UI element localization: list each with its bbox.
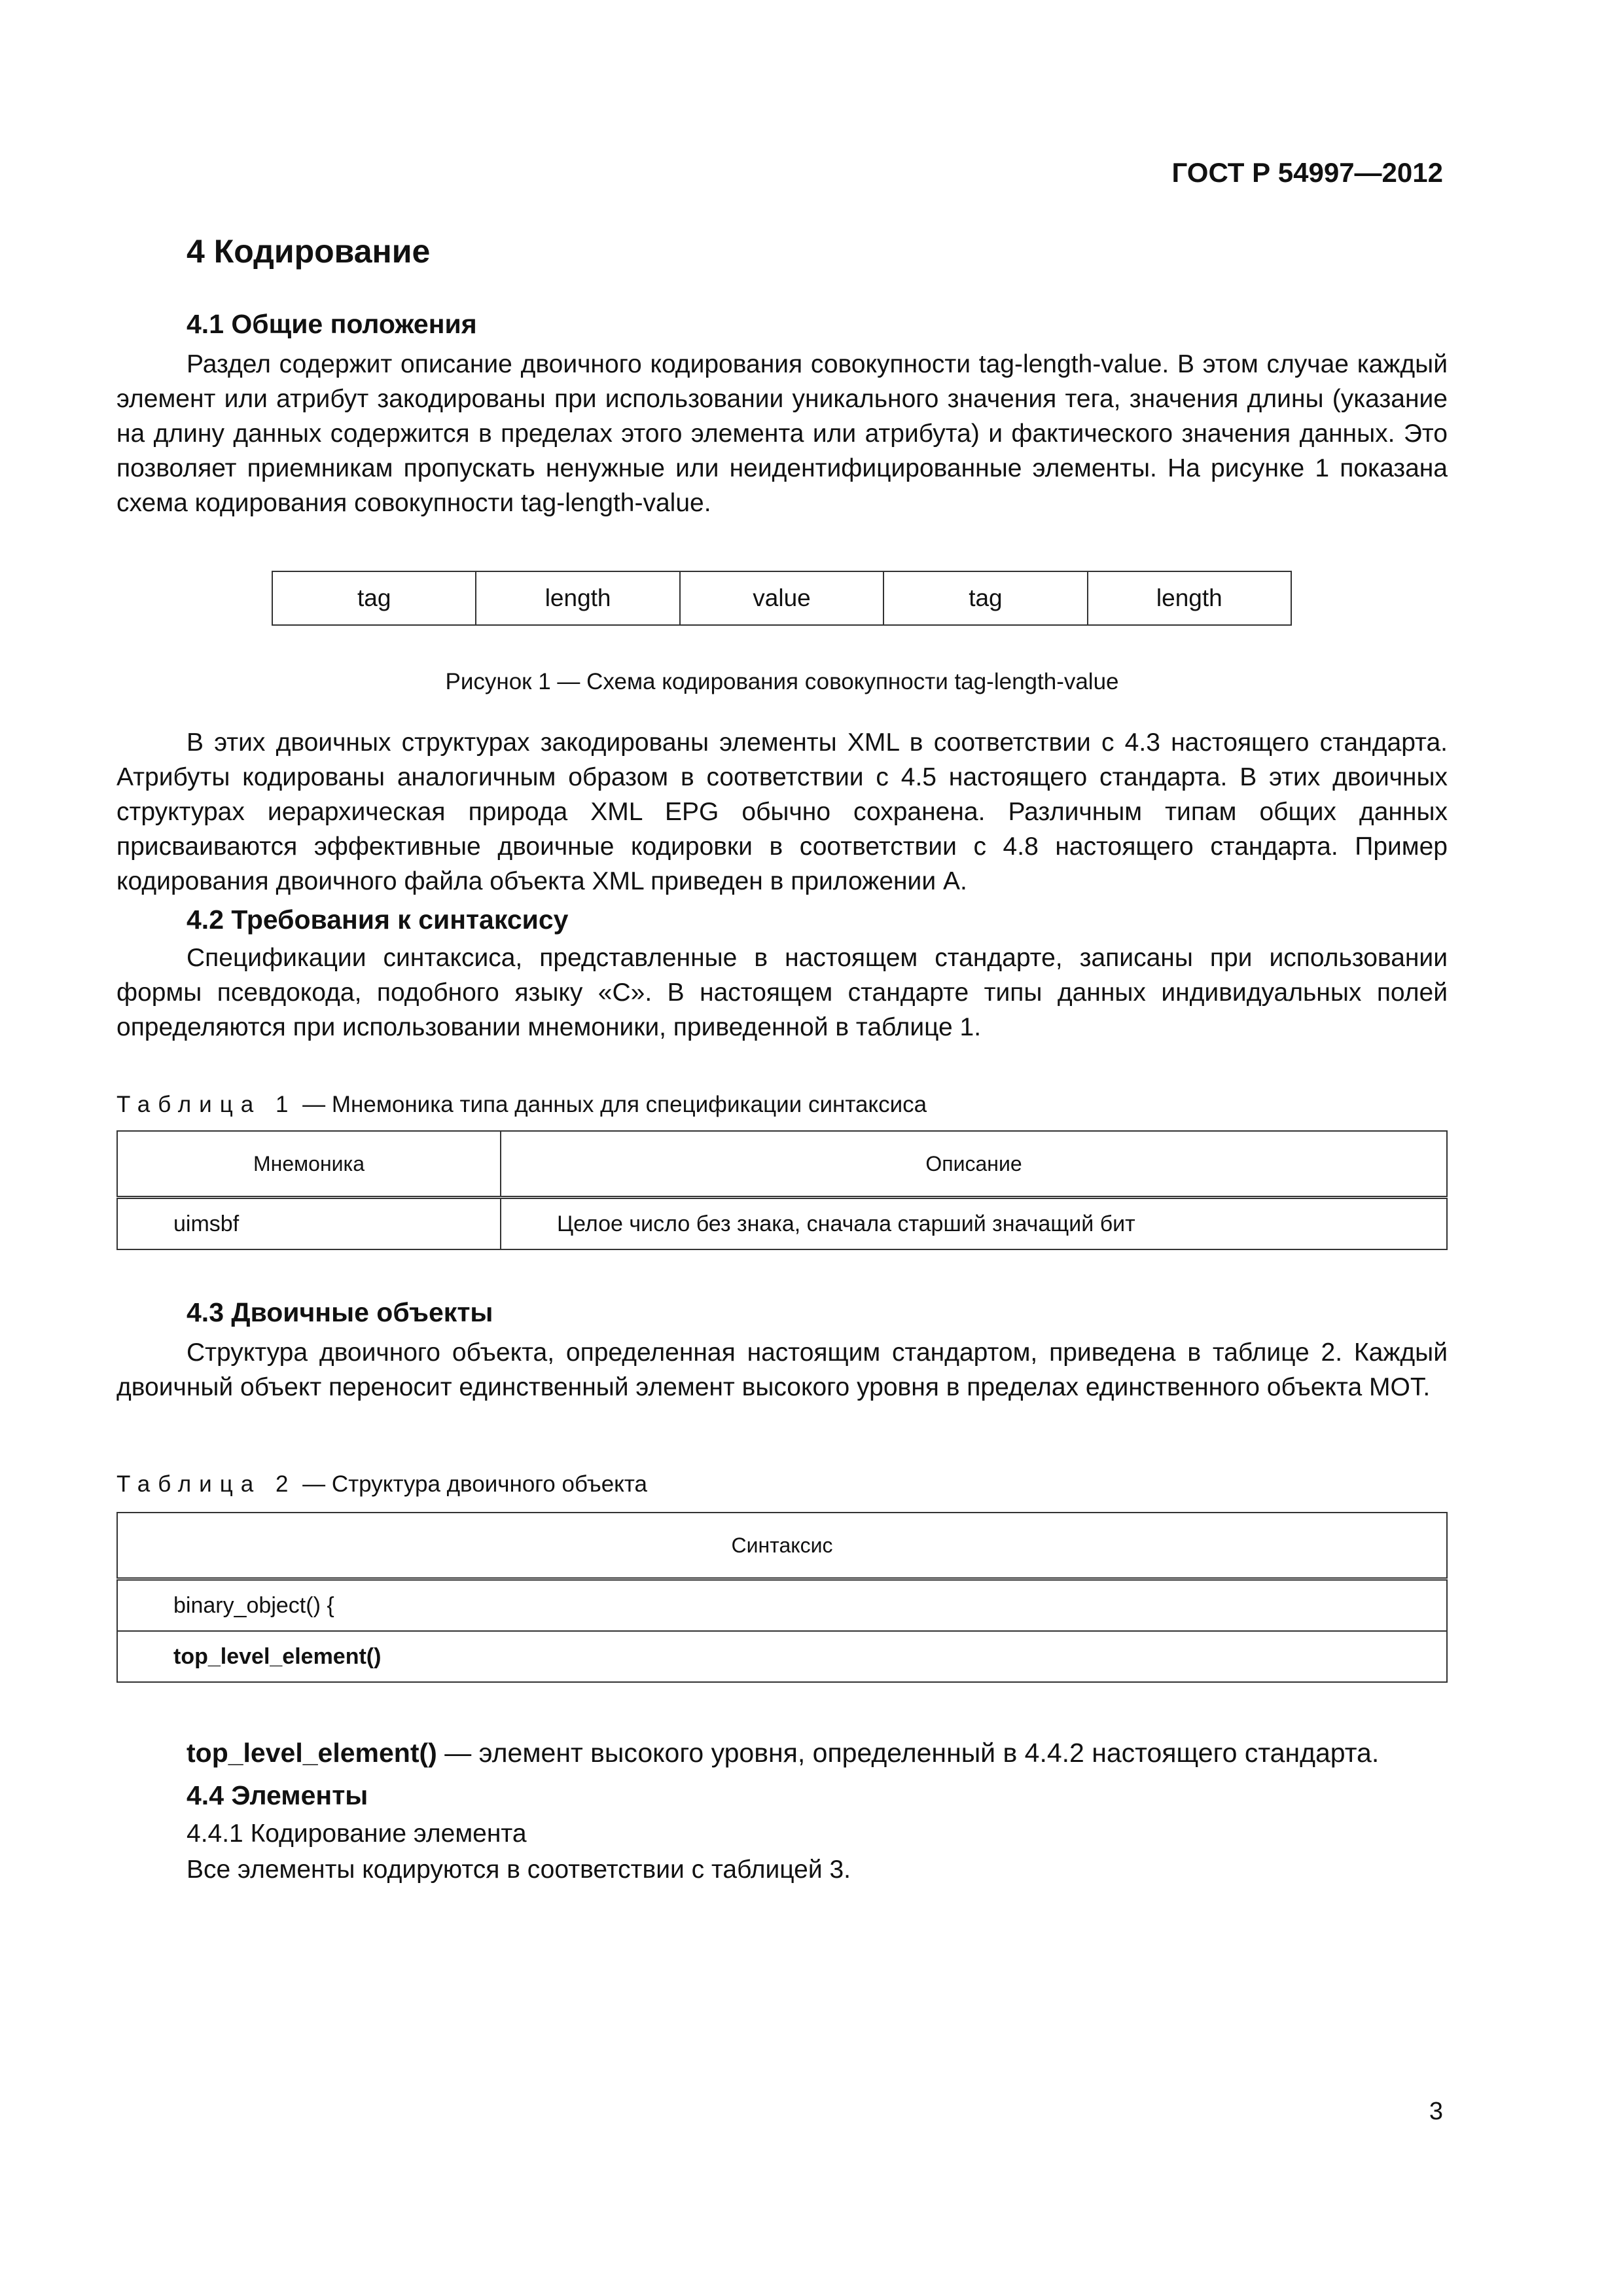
table-header-row <box>117 1131 1447 1198</box>
paragraph-after-figure: В этих двоичных структурах закодированы элементы XML в соответствии с 4.3 настоящего стандарта. Атрибуты кодированы аналогичным образом в соответствии с 4.5 настоящего стандарта. В этих двоичных структурах иерархическая природа XML EPG обычно сохранена. Различным типам общих данных присваиваются эффективные двоичные кодировки в соответствии с 4.8 настоящего стандарта. Пример кодирования двоичного файла объекта XML приведен в приложении А. <box>116 728 1448 895</box>
figure-cell-length: length <box>476 572 680 624</box>
heading-4-4-1: 4.4.1 Кодирование элемента <box>187 1820 527 1848</box>
figure-cell-tag: tag <box>273 572 476 624</box>
figure-1-caption: Рисунок 1 — Схема кодирования совокупности tag-length-value <box>445 669 1119 694</box>
page-number: 3 <box>1429 2098 1443 2125</box>
definition-text: — элемент высокого уровня, определенный в 4.4.2 настоящего стандарта. <box>437 1738 1380 1768</box>
table-2-caption <box>116 1471 647 1498</box>
table-1-title: — Мнемоника типа данных для спецификации синтаксиса <box>296 1092 927 1117</box>
table-header-description: Описание <box>501 1131 1447 1198</box>
definition-term: top_level_element() <box>187 1738 437 1768</box>
figure-1-diagram <box>272 571 1292 626</box>
table-2-label: Таблица 2 <box>116 1471 296 1497</box>
definition-line <box>187 1736 1379 1770</box>
table-cell-syntax: top_level_element() <box>117 1631 1447 1682</box>
section-title: 4 Кодирование <box>187 233 431 270</box>
paragraph-4-2: Спецификации синтаксиса, представленные в настоящем стандарте, записаны при использовании формы псевдокода, подобного языку «С». В настоящем стандарте типы данных индивидуальных полей определяются при использовании мнемоники, приведенной в таблице 1. <box>116 944 1448 1041</box>
heading-4-4: 4.4 Элементы <box>187 1780 368 1810</box>
paragraph-4-4-1: Все элементы кодируются в соответствии с таблицей 3. <box>187 1856 851 1884</box>
paragraph-4-3: Структура двоичного объекта, определенная настоящим стандартом, приведена в таблице 2. Каждый двоичный объект переносит единственный элемент высокого уровня в пределах единственного объекта МОТ. <box>116 1338 1448 1401</box>
table-cell-mnemonic: uimsbf <box>117 1198 501 1250</box>
table-header-syntax: Синтаксис <box>117 1513 1447 1579</box>
table-1-label: Таблица 1 <box>116 1092 296 1117</box>
table-row <box>117 1198 1447 1250</box>
standard-number: ГОСТ Р 54997—2012 <box>1171 157 1443 188</box>
heading-4-2: 4.2 Требования к синтаксису <box>187 905 569 935</box>
table-row <box>117 1631 1447 1682</box>
table-header-row <box>117 1513 1447 1579</box>
table-header-mnemonic: Мнемоника <box>117 1131 501 1198</box>
table-2 <box>116 1512 1448 1683</box>
table-row <box>117 1579 1447 1632</box>
table-2-title: — Структура двоичного объекта <box>296 1471 647 1497</box>
figure-cell-tag: tag <box>884 572 1088 624</box>
table-cell-description: Целое число без знака, сначала старший значащий бит <box>501 1198 1447 1250</box>
heading-4-1: 4.1 Общие положения <box>187 309 477 339</box>
table-1 <box>116 1130 1448 1250</box>
heading-4-3: 4.3 Двоичные объекты <box>187 1297 493 1327</box>
figure-cell-length: length <box>1156 584 1222 611</box>
table-1-caption <box>116 1092 927 1118</box>
figure-cell-value: value <box>681 572 884 624</box>
table-cell-syntax: binary_object() { <box>117 1579 1447 1632</box>
paragraph-4-1: Раздел содержит описание двоичного кодирования совокупности tag-length-value. В этом случае каждый элемент или атрибут закодированы при использовании уникального значения тега, значения длины (указание на длину данных содержится в пределах этого элемента или атрибута) и фактического значения данных. Это позволяет приемникам пропускать ненужные или неидентифицированные элементы. На рисунке 1 показана схема кодирования совокупности tag-length-value. <box>116 350 1448 517</box>
